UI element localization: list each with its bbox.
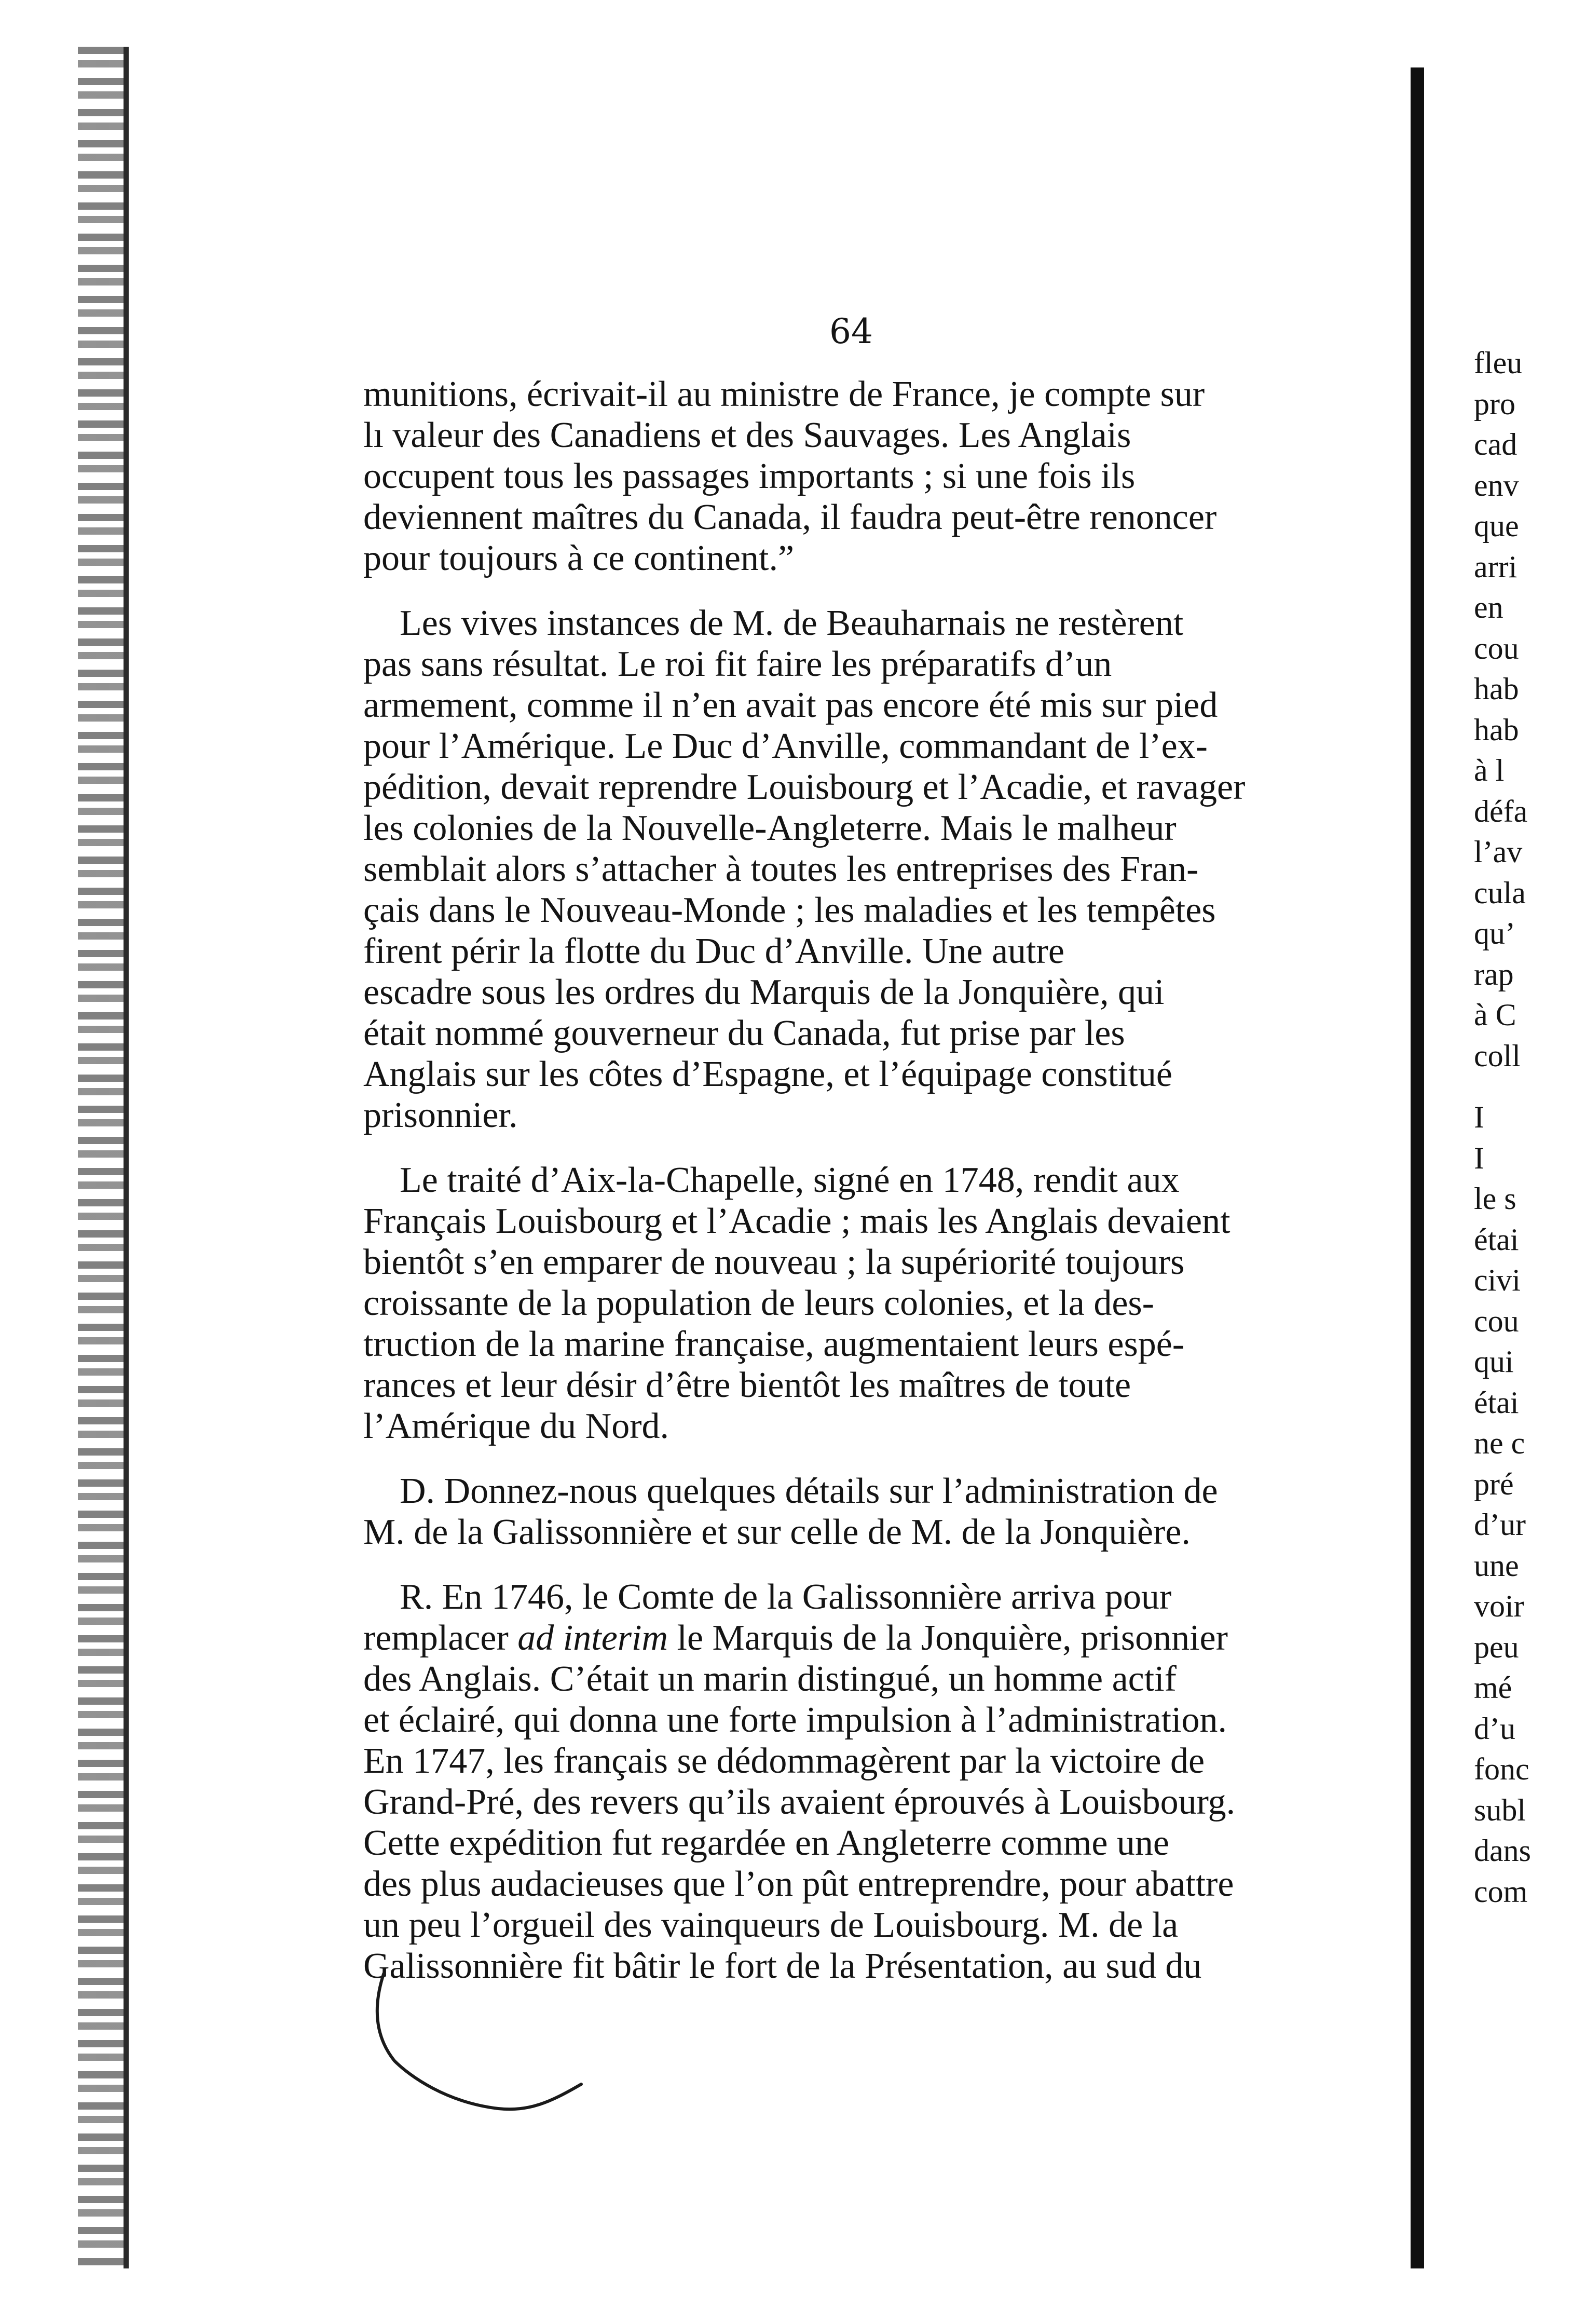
text-line: munitions, écrivait-il au ministre de France, je compte sur <box>363 374 1205 414</box>
fragment: cad <box>1474 427 1517 461</box>
fragment: défa <box>1474 794 1528 828</box>
text-line: pour l’Amérique. Le Duc d’Anville, commandant de l’ex- <box>363 726 1208 766</box>
fragment: hab <box>1474 712 1519 747</box>
facing-page-fragments <box>1474 343 1586 1912</box>
text-line: Le traité d’Aix-la-Chapelle, signé en 1748, rendit aux <box>400 1160 1180 1200</box>
fragment: ne c <box>1474 1426 1525 1460</box>
text-line: truction de la marine française, augmentaient leurs espé- <box>363 1324 1185 1364</box>
fragment: étai <box>1474 1222 1519 1257</box>
fragment: hab <box>1474 672 1519 706</box>
fragment: qu’ <box>1474 916 1515 950</box>
text-line: était nommé gouverneur du Canada, fut prise par les <box>363 1013 1125 1053</box>
paragraph-aix-la-chapelle <box>363 1160 1360 1447</box>
book-gutter-shadow <box>1411 67 1424 2268</box>
fragment: étai <box>1474 1385 1519 1420</box>
page-number: 64 <box>829 311 873 351</box>
fragment-gap <box>1474 1076 1586 1097</box>
fragment: à C <box>1474 998 1516 1032</box>
text-line: Galissonnière fit bâtir le fort de la Présentation, au sud du <box>363 1946 1202 1986</box>
text-line: lı valeur des Canadiens et des Sauvages. Les Anglais <box>363 415 1131 455</box>
text-line: les colonies de la Nouvelle-Angleterre. Mais le malheur <box>363 808 1177 848</box>
fragment: rap <box>1474 957 1514 991</box>
text-line: escadre sous les ordres du Marquis de la Jonquière, qui <box>363 972 1165 1012</box>
text-line: Français Louisbourg et l’Acadie ; mais les Anglais devaient <box>363 1201 1230 1241</box>
left-binding-line <box>124 47 129 2268</box>
scanned-page-left-edge <box>78 47 125 2268</box>
fragment: d’ur <box>1474 1507 1526 1542</box>
fragment: qui <box>1474 1344 1514 1379</box>
paragraph-quote-end <box>363 374 1360 579</box>
fragment: cou <box>1474 1303 1519 1338</box>
question-paragraph <box>363 1471 1360 1553</box>
text-segment: remplacer <box>363 1618 518 1658</box>
text-segment: le Marquis de la Jonquière, prisonnier <box>668 1618 1228 1658</box>
fragment: fonc <box>1474 1752 1529 1786</box>
fragment: subl <box>1474 1792 1526 1827</box>
fragment: le s <box>1474 1181 1516 1216</box>
text-line: et éclairé, qui donna une forte impulsion à l’administration. <box>363 1700 1227 1740</box>
text-line: prisonnier. <box>363 1095 518 1135</box>
fragment: dans <box>1474 1833 1531 1868</box>
fragment: peu <box>1474 1629 1519 1664</box>
text-line: M. de la Galissonnière et sur celle de M. de la Jonquière. <box>363 1512 1191 1552</box>
text-line: firent périr la flotte du Duc d’Anville. Une autre <box>363 931 1064 971</box>
fragment: voir <box>1474 1589 1524 1623</box>
text-line: Les vives instances de M. de Beauharnais ne restèrent <box>400 603 1184 643</box>
text-line: pédition, devait reprendre Louisbourg et l’Acadie, et ravager <box>363 767 1246 807</box>
fragment: pro <box>1474 386 1515 421</box>
fragment: que <box>1474 509 1519 543</box>
fragment: coll <box>1474 1038 1521 1073</box>
fragment: cou <box>1474 631 1519 665</box>
fragment: fleu <box>1474 346 1523 380</box>
fragment: com <box>1474 1874 1528 1909</box>
text-line: l’Amérique du Nord. <box>363 1406 669 1446</box>
text-line: des Anglais. C’était un marin distingué, un homme actif <box>363 1659 1177 1699</box>
page-body <box>363 374 1360 1987</box>
italic-phrase: ad interim <box>517 1618 668 1658</box>
fragment: civi <box>1474 1263 1521 1297</box>
fragment: env <box>1474 468 1519 502</box>
fragment: l’av <box>1474 835 1523 869</box>
fragment: en <box>1474 590 1503 624</box>
text-line: semblait alors s’attacher à toutes les entreprises des Fran- <box>363 849 1199 889</box>
text-line: pas sans résultat. Le roi fit faire les préparatifs d’un <box>363 644 1112 684</box>
fragment: arri <box>1474 549 1517 584</box>
fragment: I <box>1474 1140 1484 1175</box>
text-line: Grand-Pré, des revers qu’ils avaient éprouvés à Louisbourg. <box>363 1782 1236 1822</box>
text-line-with-italic <box>363 1618 1360 1659</box>
fragment: mé <box>1474 1670 1512 1705</box>
text-line: R. En 1746, le Comte de la Galissonnière arriva pour <box>400 1577 1172 1617</box>
text-line: rances et leur désir d’être bientôt les maîtres de toute <box>363 1365 1131 1405</box>
fragment: pré <box>1474 1466 1514 1501</box>
text-line: croissante de la population de leurs colonies, et la des- <box>363 1283 1154 1323</box>
text-line: occupent tous les passages importants ; si une fois ils <box>363 456 1136 496</box>
text-line: D. Donnez-nous quelques détails sur l’administration de <box>400 1471 1218 1511</box>
fragment: une <box>1474 1548 1519 1583</box>
text-line: un peu l’orgueil des vainqueurs de Louisbourg. M. de la <box>363 1905 1179 1945</box>
text-line: Cette expédition fut regardée en Angleterre comme une <box>363 1823 1169 1863</box>
text-line: des plus audacieuses que l’on pût entreprendre, pour abattre <box>363 1864 1234 1904</box>
text-line: deviennent maîtres du Canada, il faudra peut-être renoncer <box>363 497 1217 537</box>
text-line: armement, comme il n’en avait pas encore été mis sur pied <box>363 685 1218 725</box>
paragraph-beauharnais <box>363 603 1360 1136</box>
fragment: d’u <box>1474 1711 1515 1746</box>
text-line: bientôt s’en emparer de nouveau ; la supériorité toujours <box>363 1242 1185 1282</box>
text-line: çais dans le Nouveau-Monde ; les maladies et les tempêtes <box>363 890 1216 930</box>
answer-paragraph <box>363 1576 1360 1987</box>
text-line: En 1747, les français se dédommagèrent par la victoire de <box>363 1741 1205 1781</box>
fragment: I <box>1474 1100 1484 1134</box>
ink-bracket-mark <box>363 1973 633 2139</box>
fragment: à l <box>1474 753 1505 787</box>
fragment: cula <box>1474 875 1526 910</box>
text-line: pour toujours à ce continent.” <box>363 538 795 578</box>
text-line: Anglais sur les côtes d’Espagne, et l’équipage constitué <box>363 1054 1173 1094</box>
